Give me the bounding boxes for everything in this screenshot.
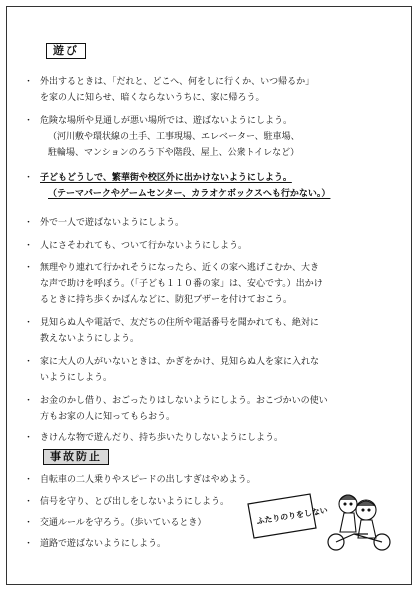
bullet-icon: ・	[24, 263, 34, 273]
item-line: 道路で遊ばないようにしよう。	[40, 539, 167, 549]
bullet-icon: ・	[24, 497, 34, 507]
item-line: 自転車の二人乗りやスピードの出しすぎはやめよう。	[40, 475, 256, 485]
list-item	[24, 74, 400, 106]
list-item	[24, 170, 400, 202]
list-item	[24, 472, 400, 488]
bullet-icon: ・	[24, 116, 34, 126]
item-line: 危険な場所や見通しが悪い場所では、遊ばないようにしよう。	[40, 116, 293, 126]
bullet-icon: ・	[24, 433, 34, 443]
bullet-icon: ・	[24, 241, 34, 251]
list-item	[24, 430, 400, 446]
illustration-caption: ふたりのりをしない	[255, 505, 329, 526]
bullet-icon: ・	[24, 318, 34, 328]
bullet-icon: ・	[24, 539, 34, 549]
item-line: を家の人に知らせ、暗くならないうちに、家に帰ろう。	[40, 93, 265, 103]
section-title-asobi: 遊び	[46, 43, 86, 59]
item-line: 駐輪場、マンションのろう下や階段、屋上、公衆トイレなど）	[48, 148, 300, 158]
item-line: 交通ルールを守ろう。（歩いているとき）	[40, 518, 207, 528]
item-line: きけんな物で遊んだり、持ち歩いたりしないようにしよう。	[40, 433, 284, 443]
list-item	[24, 315, 400, 347]
item-line: （河川敷や環状線の土手、工事現場、エレベーター、駐車場、	[48, 132, 300, 142]
item-line: 人にさそわれても、ついて行かないようにしよう。	[40, 241, 248, 251]
item-line: 外出するときは、「だれと、どこへ、何をしに行くか、いつ帰るか」	[40, 77, 315, 87]
item-line: 無理やり連れて行かれそうになったら、近くの家へ逃げこむか、大き	[40, 263, 320, 273]
bullet-icon: ・	[24, 357, 34, 367]
item-line: 教えないようにしよう。	[40, 334, 140, 344]
item-line: 外で一人で遊ばないようにしよう。	[40, 218, 185, 228]
bullet-icon: ・	[24, 396, 34, 406]
item-line: 家に大人の人がいないときは、かぎをかけ、見知らぬ人を家に入れな	[40, 357, 320, 367]
item-line: な声で助けを呼ぼう。（「子ども１１０番の家」は、安心です。）出かけ	[40, 279, 323, 289]
bullet-icon: ・	[24, 475, 34, 485]
list-item	[24, 238, 400, 254]
bullet-icon: ・	[24, 173, 34, 183]
list-item	[24, 393, 400, 425]
bullet-icon: ・	[24, 218, 34, 228]
item-line: 子どもどうしで、繁華街や校区外に出かけないようにしよう。	[40, 173, 292, 183]
section-title-jiko-boshi: 事故防止	[43, 449, 109, 465]
item-line: 信号を守り、とび出しをしないようにしよう。	[40, 497, 230, 507]
item-line: 見知らぬ人や電話で、友だちの住所や電話番号を聞かれても、絶対に	[40, 318, 319, 328]
list-item	[24, 215, 400, 231]
item-line: いようにしよう。	[40, 373, 113, 383]
list-item	[24, 354, 400, 386]
item-line: （テーマパークやゲームセンター、カラオケボックスへも行かない。）	[48, 189, 331, 199]
children-icon	[339, 495, 376, 538]
list-item	[24, 113, 400, 161]
list-item	[24, 260, 400, 308]
bullet-icon: ・	[24, 77, 34, 87]
item-line: るときに持ち歩くかばんなどに、防犯ブザーを付けておこう。	[40, 295, 293, 305]
tandem-bicycle-illustration	[244, 488, 394, 552]
bullet-icon: ・	[24, 518, 34, 528]
item-line: お金のかし借り、おごったりはしないようにしよう。おこづかいの使い	[40, 396, 328, 406]
item-line: 方もお家の人に知ってもらおう。	[40, 412, 176, 422]
